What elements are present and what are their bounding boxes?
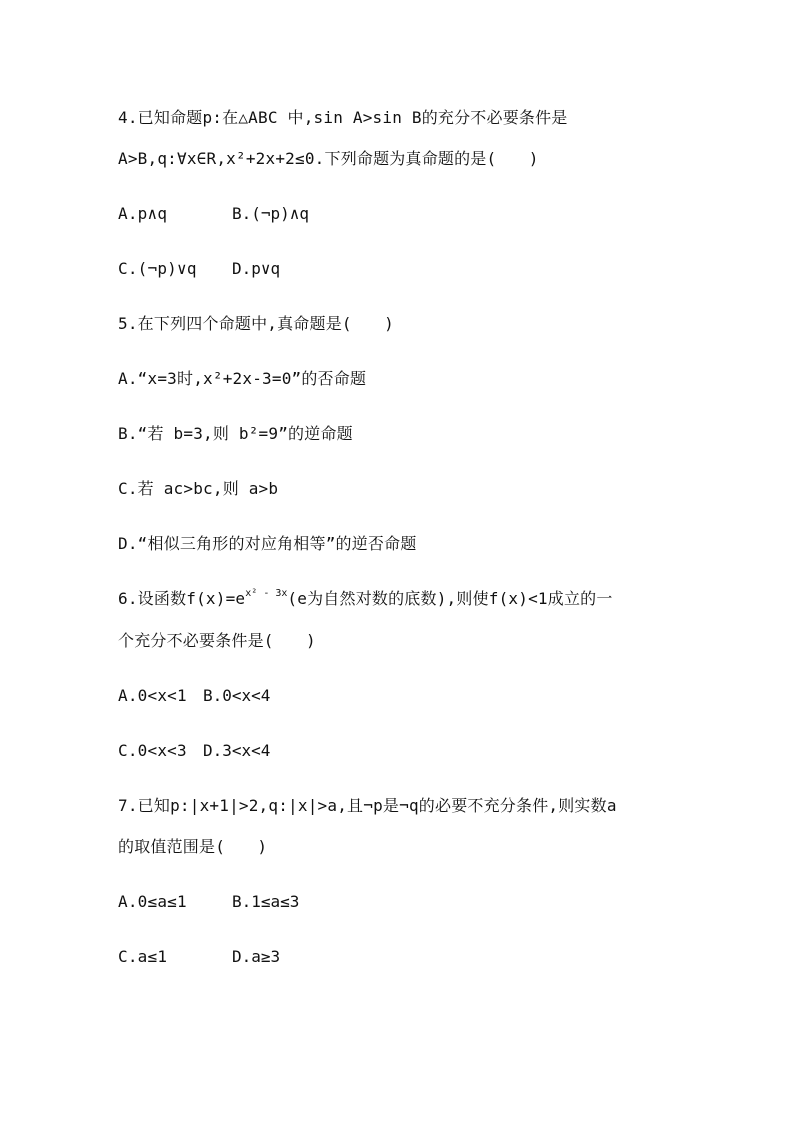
q6-stem-post: (e为自然对数的底数),则使f(x)<1成立的一 — [287, 589, 613, 608]
q6-option-a: A.0<x<1 — [118, 686, 187, 705]
q6-option-d: D.3<x<4 — [203, 741, 271, 760]
q6-exponent: x² - 3x — [245, 588, 288, 599]
q6-stem-line1 — [118, 589, 613, 612]
q7-option-d: D.a≥3 — [232, 947, 281, 966]
q4-stem-line1: 4.已知命题p:在△ABC 中,sin A>sin B的充分不必要条件是 — [118, 108, 568, 127]
q7-option-a: A.0≤a≤1 — [118, 892, 187, 911]
q5-stem: 5.在下列四个命题中,真命题是( ) — [118, 314, 394, 333]
q7-option-c: C.a≤1 — [118, 947, 168, 966]
q4-option-d: D.p∨q — [232, 259, 281, 278]
q4-stem-line2: A>B,q:∀x∈R,x²+2x+2≤0.下列命题为真命题的是( ) — [118, 149, 539, 168]
q7-stem-line1: 7.已知p:|x+1|>2,q:|x|>a,且¬p是¬q的必要不充分条件,则实数a — [118, 796, 617, 815]
q5-option-c: C.若 ac>bc,则 a>b — [118, 479, 279, 498]
q4-option-b: B.(¬p)∧q — [232, 204, 310, 223]
q5-option-d: D.“相似三角形的对应角相等”的逆否命题 — [118, 534, 417, 553]
q4-option-c: C.(¬p)∨q — [118, 259, 197, 278]
q7-stem-line2: 的取值范围是( ) — [118, 837, 268, 856]
q6-stem-pre: 6.设函数f(x)=e — [118, 589, 246, 608]
q6-option-c: C.0<x<3 — [118, 741, 187, 760]
q7-option-b: B.1≤a≤3 — [232, 892, 300, 911]
q6-stem-line2: 个充分不必要条件是( ) — [118, 631, 316, 650]
q4-option-a: A.p∧q — [118, 204, 168, 223]
q6-option-b: B.0<x<4 — [203, 686, 271, 705]
q5-option-a: A.“x=3时,x²+2x-3=0”的否命题 — [118, 369, 367, 388]
q5-option-b: B.“若 b=3,则 b²=9”的逆命题 — [118, 424, 353, 443]
